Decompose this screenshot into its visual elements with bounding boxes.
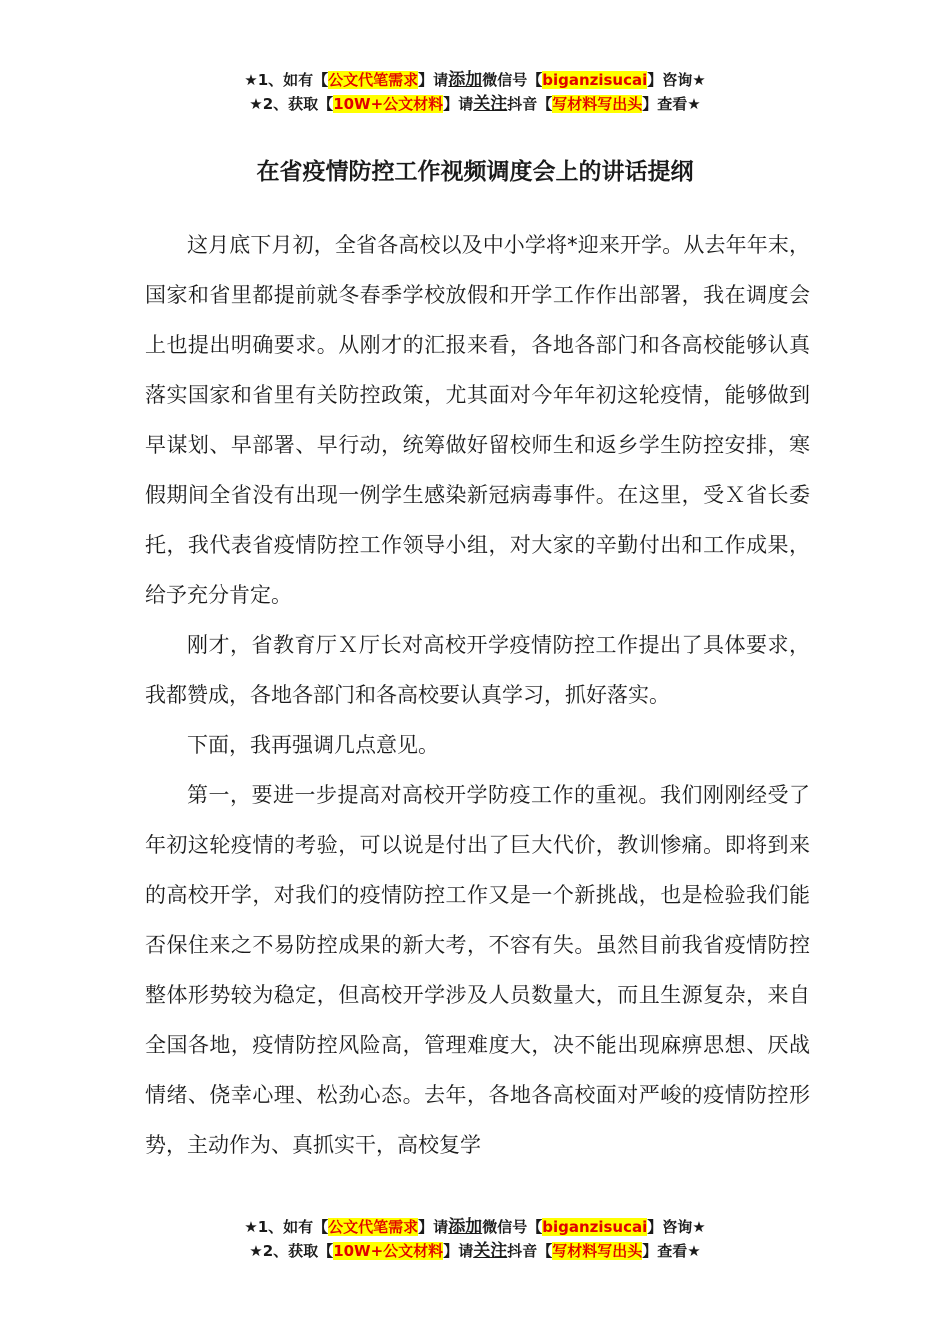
banner-text: 抖音【 bbox=[507, 95, 553, 113]
banner-emphasis: 添加 bbox=[448, 1217, 483, 1237]
star-icon: ★ bbox=[249, 1242, 263, 1260]
banner-line-2 bbox=[0, 92, 950, 116]
highlight-douyin-account: 写材料写出头 bbox=[552, 1242, 643, 1260]
highlight-service: 公文代笔需求 bbox=[328, 71, 419, 89]
star-icon: ★ bbox=[249, 95, 263, 113]
banner-text: 微信号【 bbox=[482, 71, 543, 89]
banner-text: 】查看★ bbox=[642, 95, 701, 113]
banner-line-2 bbox=[0, 1239, 950, 1263]
banner-text: 】请 bbox=[418, 1218, 449, 1236]
banner-text: 微信号【 bbox=[482, 1218, 543, 1236]
banner-line-1 bbox=[0, 1215, 950, 1239]
banner-text: 抖音【 bbox=[507, 1242, 553, 1260]
banner-text: 】请 bbox=[418, 71, 449, 89]
banner-text: 】咨询★ bbox=[647, 1218, 706, 1236]
highlight-wechat-id: biganzisucai bbox=[542, 1218, 648, 1236]
footer-banner bbox=[0, 1215, 950, 1263]
banner-text: 】咨询★ bbox=[647, 71, 706, 89]
paragraph: 下面，我再强调几点意见。 bbox=[187, 733, 439, 757]
highlight-materials: 10W+公文材料 bbox=[333, 95, 444, 113]
banner-emphasis: 关注 bbox=[473, 1241, 508, 1261]
banner-text: 】查看★ bbox=[642, 1242, 701, 1260]
banner-text: 1、如有【 bbox=[257, 1218, 329, 1236]
banner-text: 1、如有【 bbox=[257, 71, 329, 89]
paragraph: 第一，要进一步提高对高校开学防疫工作的重视。我们刚刚经受了年初这轮疫情的考验，可以说是付出了巨大代价，教训惨痛。即将到来的高校开学，对我们的疫情防控工作又是一个新挑战，也是检验我们能否保住来之不易防控成果的新大考，不容有失。虽然目前我省疫情防控整体形势较为稳定，但高校开学涉及人员数量大，而且生源复杂，来自全国各地，疫情防控风险高，管理难度大，决不能出现麻痹思想、厌战情绪、侥幸心理、松劲心态。去年，各地各高校面对严峻的疫情防控形势，主动作为、真抓实干，高校复学 bbox=[145, 783, 810, 1157]
banner-line-1 bbox=[0, 68, 950, 92]
paragraph: 这月底下月初，全省各高校以及中小学将*迎来开学。从去年年末，国家和省里都提前就冬春季学校放假和开学工作作出部署，我在调度会上也提出明确要求。从刚才的汇报来看，各地各部门和各高校能够认真落实国家和省里有关防控政策，尤其面对今年年初这轮疫情，能够做到早谋划、早部署、早行动，统筹做好留校师生和返乡学生防控安排，寒假期间全省没有出现一例学生感染新冠病毒事件。在这里，受Ｘ省长委托，我代表省疫情防控工作领导小组，对大家的辛勤付出和工作成果，给予充分肯定。 bbox=[145, 233, 810, 607]
banner-text: 】请 bbox=[443, 95, 474, 113]
banner-text: 】请 bbox=[443, 1242, 474, 1260]
document-body bbox=[145, 220, 810, 1170]
highlight-service: 公文代笔需求 bbox=[328, 1218, 419, 1236]
banner-emphasis: 关注 bbox=[473, 94, 508, 114]
highlight-wechat-id: biganzisucai bbox=[542, 71, 648, 89]
banner-emphasis: 添加 bbox=[448, 70, 483, 90]
document-title: 在省疫情防控工作视频调度会上的讲话提纲 bbox=[256, 159, 694, 185]
paragraph: 刚才，省教育厅Ｘ厅长对高校开学疫情防控工作提出了具体要求，我都赞成，各地各部门和各高校要认真学习，抓好落实。 bbox=[145, 633, 810, 707]
header-banner bbox=[0, 68, 950, 116]
star-icon: ★ bbox=[244, 1218, 258, 1236]
banner-text: 2、获取【 bbox=[262, 1242, 334, 1260]
highlight-materials: 10W+公文材料 bbox=[333, 1242, 444, 1260]
banner-text: 2、获取【 bbox=[262, 95, 334, 113]
highlight-douyin-account: 写材料写出头 bbox=[552, 95, 643, 113]
star-icon: ★ bbox=[244, 71, 258, 89]
